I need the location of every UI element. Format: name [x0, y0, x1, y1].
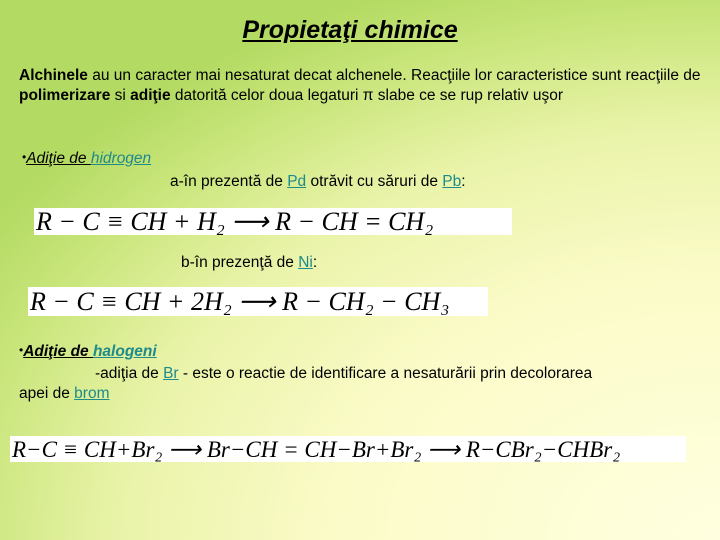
- halogen-text-2: - este o reactie de identificare a nesaturării prin decolorarea: [178, 365, 593, 382]
- condition-a-text-2: otrăvit cu săruri de: [306, 173, 443, 190]
- equation-2-text: R − C ≡ CH + 2H₂ ⟶ R − CH₂ − CH₃: [30, 286, 450, 316]
- brom-link[interactable]: brom: [74, 385, 110, 402]
- hydrogen-link[interactable]: hidrogen: [90, 150, 152, 167]
- halogen-text-3: apei de: [19, 385, 75, 402]
- page-title: Propietaţi chimice: [242, 16, 458, 44]
- condition-a-text-1: a-în prezentă de: [170, 173, 288, 190]
- condition-b-text-1: b-în prezenţă de: [181, 254, 299, 271]
- equation-1-text: R − C ≡ CH + H₂ ⟶ R − CH = CH₂: [36, 206, 434, 236]
- pb-link[interactable]: Pb: [442, 173, 462, 190]
- equation-partial-hydrogenation: [34, 208, 512, 235]
- condition-a-text-3: :: [461, 173, 466, 190]
- intro-term-alchine: Alchinele: [19, 67, 88, 84]
- intro-term-aditie: adiţie: [130, 87, 171, 104]
- pd-link[interactable]: Pd: [287, 173, 307, 190]
- halogen-text-1: -adiţia de: [95, 365, 164, 382]
- intro-text-2: si: [110, 87, 131, 104]
- halogen-link[interactable]: halogeni: [92, 343, 157, 360]
- halogen-heading: [19, 343, 157, 361]
- halogen-line-2: [19, 385, 110, 403]
- bullet-icon: •: [19, 343, 24, 357]
- hydrogen-heading: [22, 150, 151, 168]
- intro-paragraph: [19, 66, 709, 106]
- intro-text-1: au un caracter mai nesaturat decat alchenele. Reacţiile lor caracteristice sunt reacţiile de: [87, 67, 701, 84]
- ni-link[interactable]: Ni: [298, 254, 313, 271]
- hydrogen-condition-a: [170, 173, 466, 191]
- hydrogen-condition-b: [181, 254, 317, 272]
- intro-term-polimerizare: polimerizare: [19, 87, 111, 104]
- br-link[interactable]: Br: [163, 365, 179, 382]
- equation-full-hydrogenation: [28, 287, 488, 316]
- hydrogen-heading-label: Adiţie de: [26, 150, 91, 167]
- condition-b-text-2: :: [312, 254, 318, 271]
- equation-halogenation: [10, 436, 686, 462]
- halogen-line-1: [95, 365, 592, 383]
- bullet-icon: •: [22, 150, 27, 164]
- equation-3-text: R−C ≡ CH+Br₂ ⟶ Br−CH = CH−Br+Br₂ ⟶ R−CBr₂−CHBr₂: [12, 436, 621, 462]
- intro-text-3: datorită celor doua legaturi π slabe ce se rup relativ uşor: [170, 87, 563, 104]
- halogen-heading-label: Adiţie de: [23, 343, 93, 360]
